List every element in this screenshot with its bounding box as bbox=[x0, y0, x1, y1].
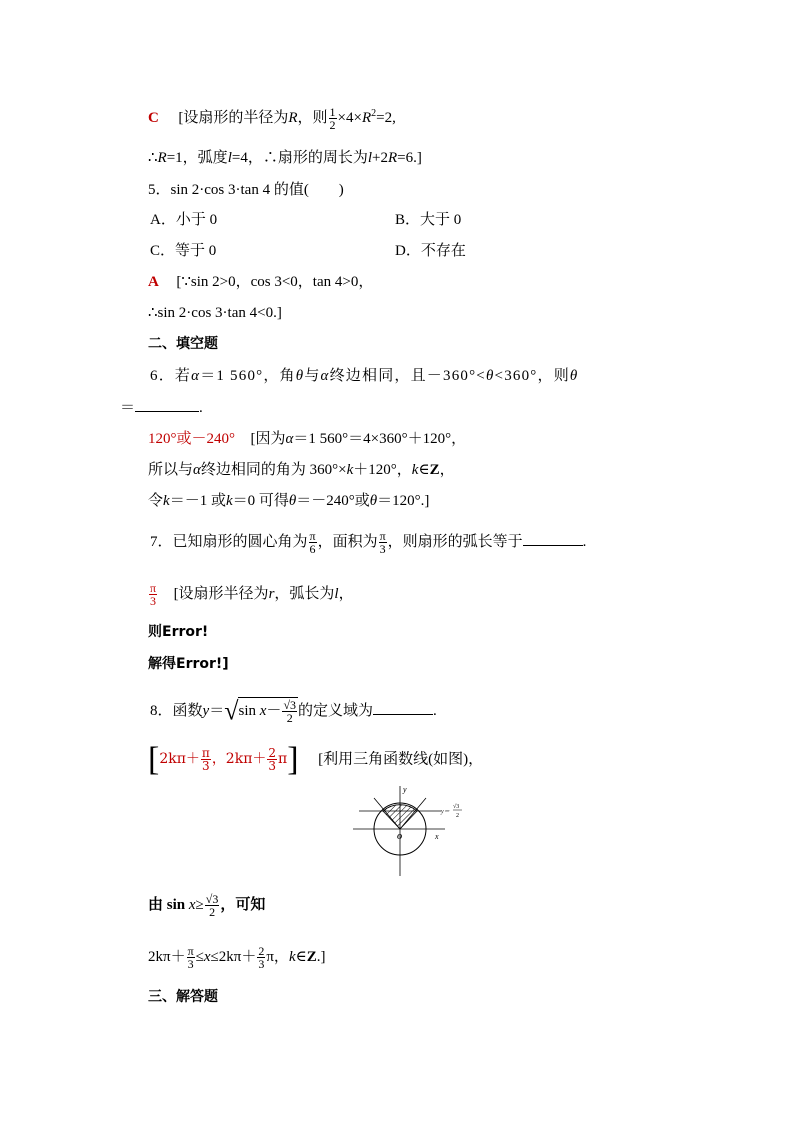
q6-text: 终边相同，且－360°< bbox=[329, 368, 486, 384]
var-x: x bbox=[203, 948, 211, 965]
q8-text: 由 sin bbox=[148, 896, 186, 913]
frac-den: 2 bbox=[209, 905, 216, 919]
var-R: R bbox=[387, 150, 398, 166]
q7-text: ， bbox=[338, 585, 354, 602]
figure-label-x: x bbox=[435, 832, 439, 841]
left-bracket: [ bbox=[148, 741, 160, 778]
var-l: l bbox=[334, 585, 339, 602]
set-Z: Z bbox=[429, 462, 440, 478]
q6-text: 终边相同的角为 360°× bbox=[200, 462, 347, 478]
section-title-fill-in: 二、填空题 bbox=[148, 336, 218, 352]
q7-text: ，面积为 bbox=[317, 533, 378, 550]
frac-num: π bbox=[309, 529, 316, 543]
frac-den: 2 bbox=[329, 118, 336, 133]
var-theta: θ bbox=[485, 368, 495, 384]
q8-answer-text: 2kπ＋ bbox=[159, 751, 200, 768]
var-r: r bbox=[268, 585, 275, 602]
q4-explanation-line2 bbox=[148, 148, 422, 168]
q5-stem: 5．sin 2·cos 3·tan 4 的值( ) bbox=[148, 182, 344, 198]
q4-text: [设扇形的半径为 bbox=[178, 110, 289, 126]
answer-blank[interactable] bbox=[523, 531, 583, 546]
frac-num: 3 bbox=[212, 892, 219, 906]
q8-text: 8．函数 bbox=[150, 702, 203, 719]
q7-text: ，则扇形的弧长等于 bbox=[387, 533, 523, 550]
var-x: x bbox=[259, 702, 267, 719]
q6-text: ∈ bbox=[418, 462, 430, 478]
q6-text: ＝－1 或 bbox=[169, 493, 226, 509]
q4-text: +2 bbox=[372, 150, 388, 166]
q4-text: =4，∴扇形的周长为 bbox=[231, 150, 368, 166]
figure-label-origin: O bbox=[397, 833, 403, 841]
q6-text: ＝120°.] bbox=[377, 493, 430, 509]
answer-blank[interactable] bbox=[135, 397, 199, 412]
var-theta: θ bbox=[369, 493, 378, 509]
q6-text: ＝0 可得 bbox=[232, 493, 289, 509]
period: . bbox=[433, 702, 437, 719]
frac-num: π bbox=[187, 944, 194, 958]
q6-text: 6．若 bbox=[150, 368, 192, 384]
q4-text: ，则 bbox=[297, 110, 328, 126]
q5-answer-letter: A bbox=[148, 274, 159, 290]
q7-text: [设扇形半径为 bbox=[173, 585, 269, 602]
frac-den: 6 bbox=[309, 542, 316, 556]
frac-num: 1 bbox=[329, 105, 336, 120]
equals: ＝ bbox=[120, 400, 136, 416]
var-k: k bbox=[288, 948, 296, 965]
q6-stem-line2: ＝ . bbox=[120, 397, 203, 418]
q6-text: ＋120°， bbox=[353, 462, 412, 478]
q8-text: ≥ bbox=[195, 896, 204, 913]
q6-text: 与 bbox=[304, 368, 321, 384]
q8-text: .] bbox=[316, 948, 326, 965]
fraction-sqrt3-over-2: $\frac{√3}{2}$ bbox=[283, 698, 297, 725]
q4-text: =6.] bbox=[397, 150, 422, 166]
equals: ＝ bbox=[209, 702, 225, 719]
q5-explanation-line2: ∴sin 2·cos 3·tan 4<0.] bbox=[148, 305, 282, 321]
section-title-answer: 三、解答题 bbox=[148, 989, 218, 1005]
q5-text: [∵sin 2>0，cos 3<0，tan 4>0， bbox=[176, 274, 374, 290]
frac-den: 3 bbox=[150, 594, 157, 608]
q5-option-d: D．不存在 bbox=[395, 243, 466, 259]
var-alpha: α bbox=[193, 462, 201, 478]
var-alpha: α bbox=[320, 368, 330, 384]
sqrt-radicand bbox=[238, 697, 298, 724]
q6-text: 所以与 bbox=[148, 462, 194, 478]
q5-option-c: C．等于 0 bbox=[150, 243, 217, 259]
unit-circle-figure bbox=[345, 782, 475, 882]
q6-explanation-line1 bbox=[148, 429, 466, 449]
var-k: k bbox=[411, 462, 419, 478]
q8-text: ，可知 bbox=[220, 896, 266, 913]
frac-num: 2 bbox=[258, 944, 265, 958]
q7-answer-fraction bbox=[149, 582, 157, 607]
q5-option-a: A．小于 0 bbox=[150, 212, 218, 228]
q6-answer: 120°或－240° bbox=[148, 431, 235, 447]
q6-stem bbox=[150, 366, 578, 386]
answer-blank[interactable] bbox=[373, 700, 433, 715]
q6-text: ＝1 560°＝4×360°＋120°， bbox=[293, 431, 467, 447]
fraction-sqrt3-over-2: $\frac{√3}{2}$ bbox=[205, 892, 219, 919]
q8-text: ∈ bbox=[295, 948, 307, 965]
figure-label-sqrt3-value: 3 bbox=[456, 804, 460, 810]
q7-error-line1: 则Error! bbox=[148, 624, 209, 640]
q6-text: ， bbox=[439, 462, 455, 478]
q8-text: 的定义域为 bbox=[298, 702, 374, 719]
q8-answer-text: ，2kπ＋ bbox=[211, 751, 267, 768]
minus: － bbox=[266, 702, 282, 719]
var-l: l bbox=[227, 150, 232, 166]
set-Z: Z bbox=[306, 948, 317, 965]
q8-answer-text: π bbox=[278, 751, 288, 768]
period: . bbox=[582, 533, 587, 550]
q5-option-b: B．大于 0 bbox=[395, 212, 462, 228]
therefore-symbol: ∴ bbox=[148, 150, 158, 166]
var-k: k bbox=[346, 462, 354, 478]
fraction-pi-over-6 bbox=[309, 530, 317, 555]
right-bracket: ] bbox=[287, 741, 299, 778]
q8-text: π， bbox=[266, 948, 289, 965]
q6-explanation-line2 bbox=[148, 460, 455, 480]
fraction-one-half bbox=[329, 106, 337, 131]
var-alpha: α bbox=[191, 368, 201, 384]
q8-explanation-line2 bbox=[148, 893, 265, 918]
var-y: y bbox=[202, 702, 210, 719]
var-k: k bbox=[163, 493, 170, 509]
q7-text: ，弧长为 bbox=[274, 585, 335, 602]
fraction-pi-over-3 bbox=[379, 530, 387, 555]
q4-text: =1，弧度 bbox=[166, 150, 228, 166]
var-theta: θ bbox=[295, 368, 305, 384]
sin: sin bbox=[238, 702, 256, 719]
q6-text: ＝1 560°，角 bbox=[200, 368, 296, 384]
figure-label-line-y: y＝ bbox=[441, 809, 450, 815]
var-l: l bbox=[367, 150, 372, 166]
sqrt-symbol: √ bbox=[224, 696, 239, 726]
q6-text: 令 bbox=[148, 493, 164, 509]
frac-num: π bbox=[150, 581, 157, 595]
var-R: R bbox=[361, 110, 372, 126]
q4-text: ×4× bbox=[337, 110, 362, 126]
figure-label-sqrt3: √3 bbox=[453, 804, 460, 810]
frac-num: 3 bbox=[290, 698, 297, 712]
q8-text: ≤ bbox=[195, 948, 204, 965]
figure-label-2: 2 bbox=[456, 813, 459, 819]
q6-explanation-line3 bbox=[148, 491, 429, 511]
q4-explanation-line1 bbox=[148, 104, 396, 131]
q8-stem bbox=[150, 697, 437, 724]
q8-text: 2kπ＋ bbox=[148, 948, 186, 965]
q8-text: ≤2kπ＋ bbox=[210, 948, 257, 965]
frac-num: 2 bbox=[268, 745, 277, 760]
var-x: x bbox=[188, 896, 196, 913]
frac-den: 3 bbox=[202, 758, 210, 773]
q8-text: [利用三角函数线(如图)， bbox=[318, 751, 484, 768]
q7-stem bbox=[150, 530, 586, 555]
fraction-two-thirds bbox=[267, 747, 277, 772]
q5-explanation-line1 bbox=[148, 272, 373, 292]
var-alpha: α bbox=[285, 431, 294, 447]
q7-error-line2: 解得Error!] bbox=[148, 656, 229, 672]
frac-den: 3 bbox=[379, 542, 386, 556]
var-theta: θ bbox=[569, 368, 579, 384]
frac-den: 2 bbox=[286, 711, 293, 725]
q4-answer-letter: C bbox=[148, 110, 159, 126]
q6-text: ＝－240°或 bbox=[296, 493, 370, 509]
frac-num: π bbox=[379, 529, 386, 543]
fraction-pi-over-3 bbox=[201, 747, 211, 772]
q6-text: <360°，则 bbox=[494, 368, 570, 384]
var-theta: θ bbox=[288, 493, 297, 509]
q7-explanation-line1 bbox=[148, 582, 354, 607]
var-R: R bbox=[157, 150, 167, 166]
frac-den: 3 bbox=[187, 957, 194, 971]
frac-den: 3 bbox=[268, 758, 277, 773]
q7-text: 7．已知扇形的圆心角为 bbox=[150, 533, 308, 550]
frac-num: π bbox=[201, 745, 210, 760]
fraction-two-thirds bbox=[257, 945, 265, 970]
figure-label-y: y bbox=[403, 785, 407, 794]
q8-explanation-line3 bbox=[148, 945, 325, 970]
var-R: R bbox=[288, 110, 298, 126]
q4-text: =2, bbox=[376, 110, 396, 126]
var-k: k bbox=[225, 493, 233, 509]
exponent: 2 bbox=[371, 108, 377, 119]
q8-answer-line bbox=[148, 741, 484, 778]
fraction-pi-over-3 bbox=[187, 945, 195, 970]
frac-den: 3 bbox=[258, 957, 265, 971]
q6-text: [因为 bbox=[250, 431, 286, 447]
